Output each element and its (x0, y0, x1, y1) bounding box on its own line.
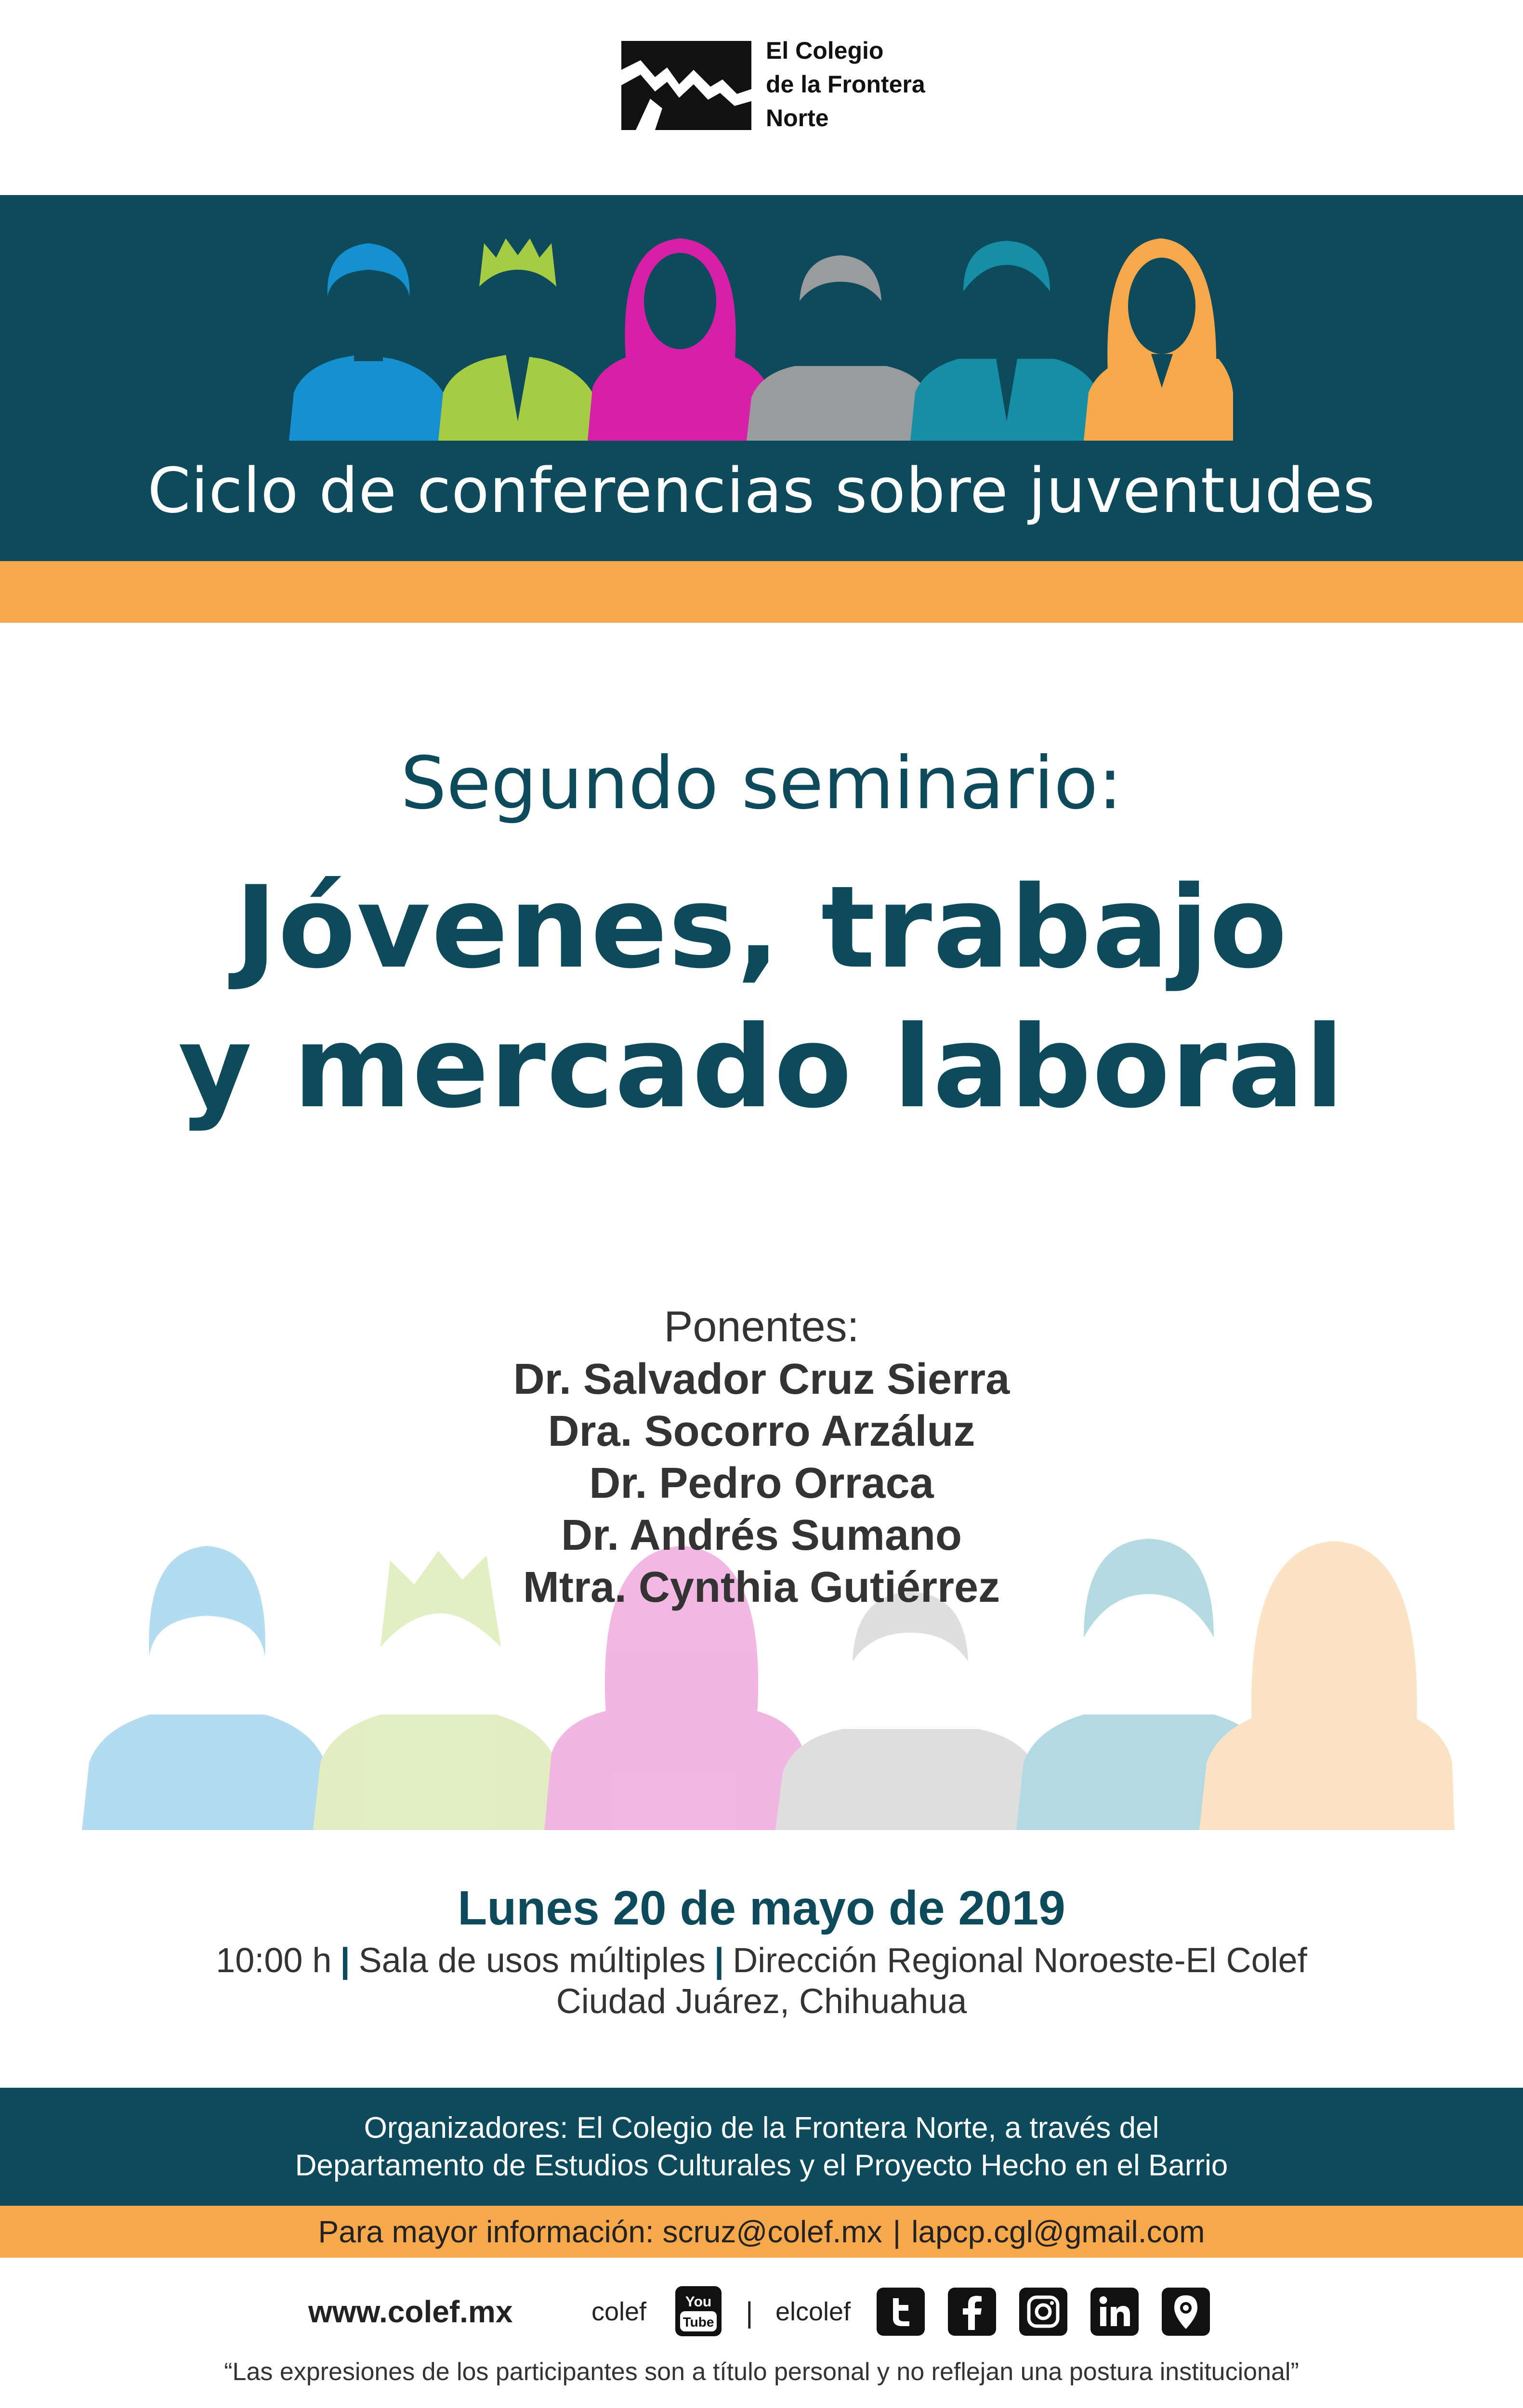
logo-mountain-icon (621, 41, 751, 130)
speaker-name: Dr. Andrés Sumano (561, 1511, 962, 1559)
logo-line: Norte (766, 105, 829, 131)
event-city: Ciudad Juárez, Chihuahua (556, 1982, 967, 2021)
social-row (0, 2285, 1523, 2343)
header-banner (0, 195, 1523, 561)
people-silhouettes-illustration (289, 229, 1233, 441)
person-silhouette (289, 243, 448, 441)
facebook-icon[interactable] (948, 2288, 996, 2336)
event-venue: Dirección Regional Noroeste-El Colef (733, 1941, 1307, 1980)
contact-email-1[interactable]: Para mayor información: scruz@colef.mx (318, 2214, 882, 2249)
separator: | (893, 2214, 901, 2249)
speakers-block (0, 1300, 1523, 1613)
youtube-top-label: You (685, 2294, 712, 2310)
youtube-bottom-label: Tube (683, 2315, 714, 2329)
speakers-label: Ponentes: (664, 1303, 859, 1351)
event-time: 10:00 h (216, 1941, 332, 1980)
contact-email-2[interactable]: lapcp.cgl@gmail.com (911, 2214, 1205, 2249)
organizers-band (0, 2088, 1523, 2206)
orange-stripe (0, 561, 1523, 623)
speaker-name: Dr. Pedro Orraca (589, 1459, 934, 1507)
person-silhouette (910, 241, 1103, 441)
linkedin-icon[interactable] (1090, 2288, 1139, 2336)
website-link[interactable]: www.colef.mx (308, 2294, 513, 2329)
event-room: Sala de usos múltiples (358, 1941, 706, 1980)
event-details (0, 1941, 1523, 1980)
contact-info-band (0, 2206, 1523, 2258)
separator: | (746, 2296, 753, 2329)
person-silhouette (775, 1592, 1045, 1830)
series-title: Ciclo de conferencias sobre juventudes (147, 455, 1376, 527)
seminar-title-line1: Jóvenes, trabajo (235, 862, 1288, 994)
youtube-icon[interactable] (674, 2285, 722, 2337)
social-handle: elcolef (775, 2297, 851, 2326)
youtube-handle: colef (591, 2297, 647, 2326)
seminar-label: Segundo seminario: (400, 742, 1123, 825)
organizers-line: Departamento de Estudios Culturales y el Proyecto Hecho en el Barrio (295, 2149, 1228, 2182)
periscope-icon[interactable] (1162, 2288, 1210, 2336)
logo-line: de la Frontera (766, 71, 925, 98)
separator: | (714, 1941, 724, 1980)
person-silhouette (588, 238, 773, 441)
separator: | (340, 1941, 350, 1980)
logo-text (766, 34, 925, 135)
organizers-line: Organizadores: El Colegio de la Frontera Norte, a través del (364, 2111, 1159, 2145)
speaker-name: Mtra. Cynthia Gutiérrez (523, 1563, 1000, 1611)
instagram-icon[interactable] (1019, 2288, 1067, 2336)
seminar-title-line2: y mercado laboral (178, 1002, 1345, 1133)
logo-line: El Colegio (766, 37, 884, 64)
event-date: Lunes 20 de mayo de 2019 (458, 1881, 1065, 1935)
twitter-icon[interactable] (877, 2288, 925, 2336)
person-silhouette (747, 255, 934, 441)
institution-logo (621, 34, 934, 144)
speaker-name: Dra. Socorro Arzáluz (548, 1407, 975, 1455)
disclaimer: “Las expresiones de los participantes son a título personal y no reflejan una postura institucional” (224, 2358, 1299, 2386)
person-silhouette (438, 238, 597, 441)
person-silhouette (1084, 238, 1233, 441)
speaker-name: Dr. Salvador Cruz Sierra (513, 1355, 1010, 1403)
